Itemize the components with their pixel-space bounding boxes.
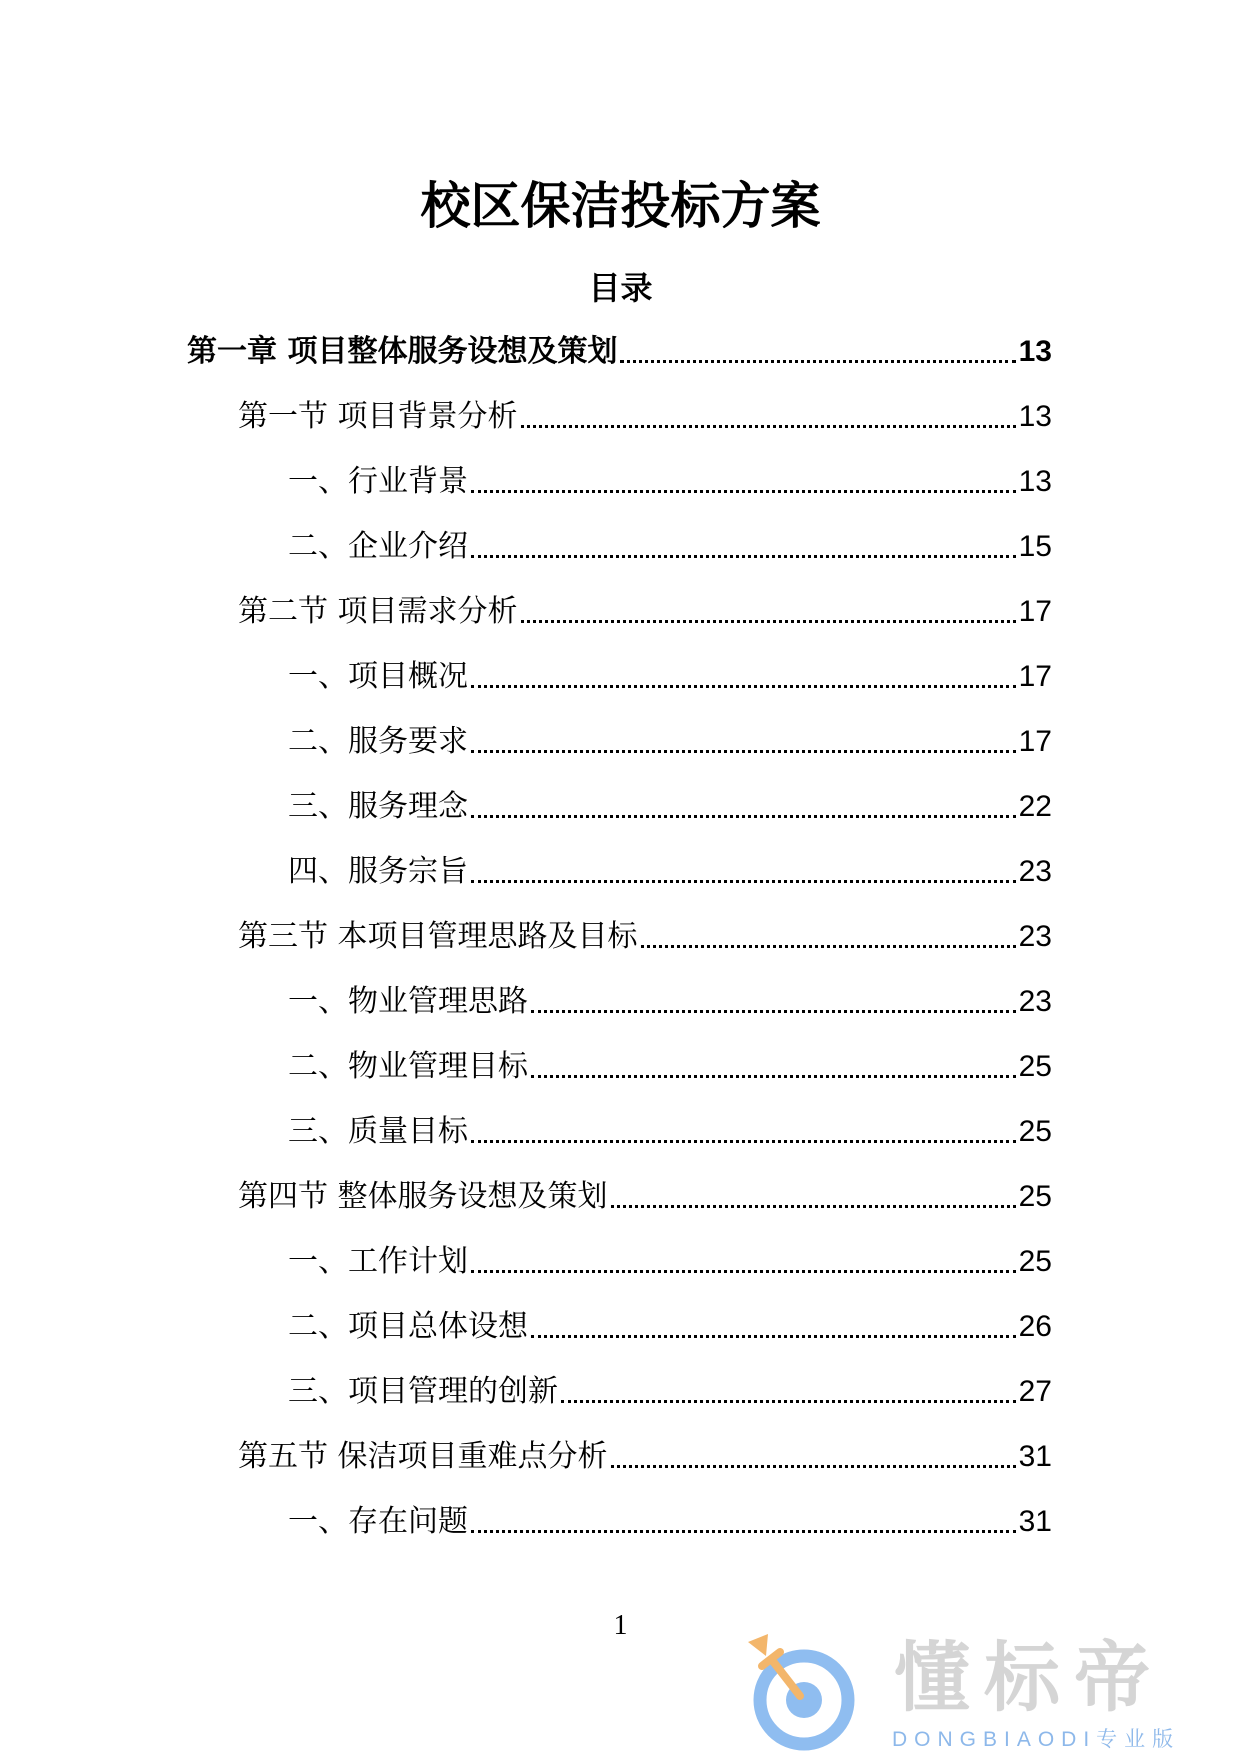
toc-dot-leader (531, 1010, 1016, 1013)
toc-entry-label: 一、工作计划 (288, 1244, 468, 1279)
toc-entry-label: 第二节 项目需求分析 (238, 594, 518, 629)
toc-entry-label: 二、物业管理目标 (288, 1049, 528, 1084)
toc-entry[interactable] (288, 848, 1052, 892)
watermark-tagline: DONGBIAODI专业版 (892, 1728, 1181, 1751)
toc-dot-leader (471, 1140, 1016, 1143)
toc-entry-label: 三、质量目标 (288, 1114, 468, 1149)
toc-entry[interactable] (288, 1498, 1052, 1542)
toc-entry-page: 13 (1018, 335, 1052, 368)
toc-heading: 目录 (588, 269, 653, 307)
toc-entry-page: 25 (1018, 1050, 1052, 1083)
toc-entry[interactable] (288, 1043, 1052, 1087)
toc-dot-leader (471, 685, 1016, 688)
toc-entry[interactable] (288, 1108, 1052, 1152)
toc-entry[interactable] (288, 1238, 1052, 1282)
toc-entry[interactable] (288, 783, 1052, 827)
toc-entry-page: 23 (1018, 855, 1052, 888)
toc-entry-label: 四、服务宗旨 (288, 854, 468, 889)
toc-dot-leader (521, 425, 1016, 428)
toc-entry[interactable] (238, 588, 1052, 632)
toc-entry-label: 三、服务理念 (288, 789, 468, 824)
toc-dot-leader (611, 1465, 1016, 1468)
toc-dot-leader (531, 1335, 1016, 1338)
toc-entry-label: 三、项目管理的创新 (288, 1374, 558, 1409)
toc-dot-leader (471, 555, 1016, 558)
toc-entry-label: 二、企业介绍 (288, 529, 468, 564)
toc-entry[interactable] (288, 718, 1052, 762)
watermark-brand: 懂标帝 (894, 1633, 1164, 1722)
toc-entry[interactable] (288, 458, 1052, 502)
toc-entry-label: 第一章 项目整体服务设想及策划 (187, 334, 618, 369)
toc-entry[interactable] (288, 1303, 1052, 1347)
toc-entry[interactable] (288, 1368, 1052, 1412)
toc-entry-label: 第四节 整体服务设想及策划 (238, 1179, 608, 1214)
toc-dot-leader (471, 1270, 1016, 1273)
toc-entry-page: 25 (1018, 1115, 1052, 1148)
toc-dot-leader (521, 620, 1016, 623)
toc-entry-page: 23 (1018, 920, 1052, 953)
toc-entry-label: 二、项目总体设想 (288, 1309, 528, 1344)
toc-entry-page: 31 (1018, 1505, 1052, 1538)
toc-entry-page: 26 (1018, 1310, 1052, 1343)
toc-entry-page: 22 (1018, 790, 1052, 823)
toc-entry-page: 25 (1018, 1180, 1052, 1213)
toc-entry-page: 15 (1018, 530, 1052, 563)
toc-entry-page: 13 (1018, 400, 1052, 433)
toc-entry-label: 一、项目概况 (288, 659, 468, 694)
toc-entry-label: 第一节 项目背景分析 (238, 399, 518, 434)
toc-dot-leader (471, 1530, 1016, 1533)
toc-entry-page: 17 (1018, 660, 1052, 693)
toc-entry-page: 31 (1018, 1440, 1052, 1473)
toc-entry-page: 27 (1018, 1375, 1052, 1408)
toc-entry[interactable] (238, 393, 1052, 437)
toc-entry-label: 二、服务要求 (288, 724, 468, 759)
toc-dot-leader (641, 945, 1016, 948)
toc-entry-label: 一、物业管理思路 (288, 984, 528, 1019)
document-title: 校区保洁投标方案 (420, 177, 821, 235)
toc-entry[interactable] (288, 653, 1052, 697)
toc-entry-page: 17 (1018, 725, 1052, 758)
toc-entry[interactable] (288, 523, 1052, 567)
toc-entry-label: 第三节 本项目管理思路及目标 (238, 919, 638, 954)
toc-entry[interactable] (288, 978, 1052, 1022)
toc-entry[interactable] (238, 1173, 1052, 1217)
toc-entry-label: 第五节 保洁项目重难点分析 (238, 1439, 608, 1474)
watermark (742, 1630, 1222, 1754)
toc-dot-leader (471, 815, 1016, 818)
toc-entry-page: 25 (1018, 1245, 1052, 1278)
toc-dot-leader (531, 1075, 1016, 1078)
toc-dot-leader (561, 1400, 1016, 1403)
toc-entry[interactable] (238, 913, 1052, 957)
toc-entry[interactable] (238, 1433, 1052, 1477)
toc-dot-leader (620, 360, 1015, 363)
toc-entry-page: 13 (1018, 465, 1052, 498)
toc-entry-label: 一、行业背景 (288, 464, 468, 499)
toc-dot-leader (471, 750, 1016, 753)
toc-entry[interactable] (187, 328, 1052, 372)
toc-entry-page: 17 (1018, 595, 1052, 628)
toc-entry-page: 23 (1018, 985, 1052, 1018)
toc-dot-leader (611, 1205, 1016, 1208)
toc-dot-leader (471, 880, 1016, 883)
toc-entry-label: 一、存在问题 (288, 1504, 468, 1539)
target-arrow-icon (742, 1630, 862, 1754)
toc-dot-leader (471, 490, 1016, 493)
page-number: 1 (613, 1610, 628, 1641)
